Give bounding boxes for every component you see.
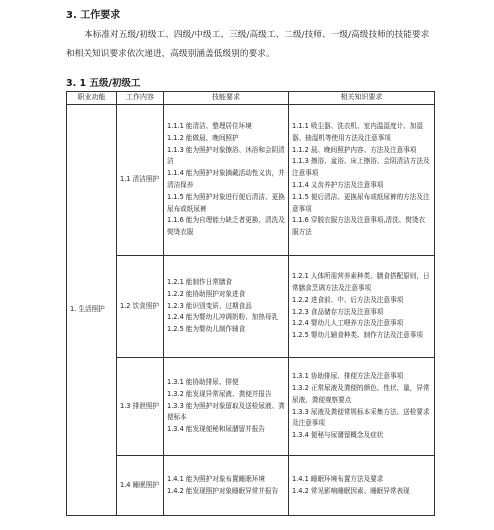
skill-item: 1.1.1 能清洁、整理居住环境 bbox=[167, 122, 252, 131]
knowledge-item: 1.1.5 便后清洁、更换尿布或纸尿裤的方法及注意事项 bbox=[292, 192, 430, 213]
skill-item: 1.2.3 能识别变质、过期食品 bbox=[167, 301, 252, 310]
knowledge-item: 1.1.6 穿脱衣服方法及注意事项,清洗、熨烫衣服方法 bbox=[292, 216, 426, 237]
knowledge-item: 1.1.1 吸尘器、洗衣机、室内温湿度计、加湿器、抽湿机等使用方法及注意事项 bbox=[292, 122, 423, 142]
work-requirements-table bbox=[66, 91, 435, 516]
skill-item: 1.3.3 能为照护对象留取及送检尿液、粪便标本 bbox=[167, 401, 285, 422]
table-header-row bbox=[67, 92, 435, 105]
knowledge-item: 1.2.1 人体所需营养素种类、膳食搭配原则，日常膳食烹调方法及注意事项 bbox=[292, 272, 430, 292]
knowledge-item: 1.2.5 婴幼儿辅食种类、制作方法及注意事项 bbox=[292, 331, 423, 340]
skill-item: 1.4.2 能发现照护对象睡眠异常并报告 bbox=[167, 486, 279, 495]
skill-item: 1.1.4 能为照护对象摘戴活动性义齿，并清洁保养 bbox=[167, 169, 285, 189]
skills-cell bbox=[164, 456, 289, 516]
table-row bbox=[67, 456, 435, 516]
skill-item: 1.3.2 能发现异常尿液、粪便并报告 bbox=[167, 389, 272, 398]
knowledge-cell bbox=[289, 256, 435, 358]
skill-item: 1.3.1 能协助排尿、排便 bbox=[167, 378, 239, 386]
skill-item: 1.1.5 能为照护对象进行便后清洁、更换尿布或纸尿裤 bbox=[167, 192, 285, 213]
knowledge-item: 1.2.2 进食前、中、后方法及注意事项 bbox=[292, 295, 404, 304]
knowledge-cell bbox=[289, 358, 435, 456]
table-row bbox=[67, 105, 435, 256]
knowledge-item: 1.1.4 义齿养护方法及注意事项 bbox=[292, 181, 384, 189]
skills-cell bbox=[164, 358, 289, 456]
knowledge-item: 1.2.4 婴幼儿人工喂养方法及注意事项 bbox=[292, 319, 404, 328]
knowledge-item: 1.3.1 协助排尿、排便方法及注意事项 bbox=[292, 372, 404, 381]
skills-cell bbox=[164, 256, 289, 358]
skills-cell bbox=[164, 105, 289, 256]
skill-item: 1.1.6 能为自理能力缺乏者更换、清洗及熨烫衣服 bbox=[167, 216, 285, 237]
knowledge-item: 1.3.4 便秘与尿潴留概念及症状 bbox=[292, 431, 384, 440]
knowledge-item: 1.2.3 食品储存方法及注意事项 bbox=[292, 307, 384, 316]
skill-item: 1.1.3 能为照护对象擦浴、沐浴和会阴清洁 bbox=[167, 145, 285, 166]
work-content-cell: 1.2 饮食照护 bbox=[117, 256, 164, 358]
table-row bbox=[67, 358, 435, 456]
header-knowledge: 相关知识要求 bbox=[289, 92, 435, 105]
work-content-cell: 1.1 清洁照护 bbox=[117, 105, 164, 256]
skill-item: 1.2.4 能为婴幼儿冲调奶粉、加热母乳 bbox=[167, 313, 279, 322]
subsection-title: 3. 1 五级/初级工 bbox=[66, 78, 141, 89]
knowledge-cell bbox=[289, 105, 435, 256]
table-row bbox=[67, 256, 435, 358]
work-content-cell: 1.3 排泄照护 bbox=[117, 358, 164, 456]
skill-item: 1.4.1 能为照护对象布置睡眠环境 bbox=[167, 474, 265, 483]
skill-item: 1.2.2 能协助照护对象进食 bbox=[167, 289, 246, 298]
knowledge-item: 1.3.3 尿液及粪便常规标本采集方法、送检要求及注意事项 bbox=[292, 407, 430, 428]
section-title: 3. 工作要求 bbox=[66, 10, 121, 21]
work-content-cell: 1.4 睡眠照护 bbox=[117, 456, 164, 516]
skill-item: 1.2.5 能为婴幼儿制作辅食 bbox=[167, 325, 246, 334]
skill-item: 1.3.4 能发现便秘和尿潴留并报告 bbox=[167, 425, 265, 434]
skill-item: 1.1.2 能做晨、晚间照护 bbox=[167, 133, 239, 142]
knowledge-item: 1.3.2 正常尿液及粪便的颜色、性状、量，异常尿液、粪便观察要点 bbox=[292, 383, 430, 404]
function-cell: 1. 生活照护 bbox=[67, 105, 117, 516]
header-content: 工作内容 bbox=[117, 92, 164, 105]
knowledge-item: 1.4.2 常见影响睡眠因素、睡眠异常表现 bbox=[292, 486, 410, 495]
skill-item: 1.2.1 能制作日常膳食 bbox=[167, 278, 233, 286]
knowledge-item: 1.1.2 晨、晚间照护内容、方法及注意事项 bbox=[292, 145, 417, 154]
knowledge-item: 1.4.1 睡眠环境布置方法及要求 bbox=[292, 474, 384, 483]
header-function: 职业功能 bbox=[67, 92, 117, 105]
knowledge-item: 1.1.3 擦浴、盆浴、床上擦浴、会阴清洁方法及注意事项 bbox=[292, 157, 430, 178]
header-skills: 技能要求 bbox=[164, 92, 289, 105]
intro-paragraph: 本标准对五级/初级工、四级/中级工、三级/高级工、二级/技师、一级/高级技师的技能要求和相关知识要求依次递进，高级别涵盖低级别的要求。 bbox=[66, 30, 430, 59]
knowledge-cell bbox=[289, 456, 435, 516]
